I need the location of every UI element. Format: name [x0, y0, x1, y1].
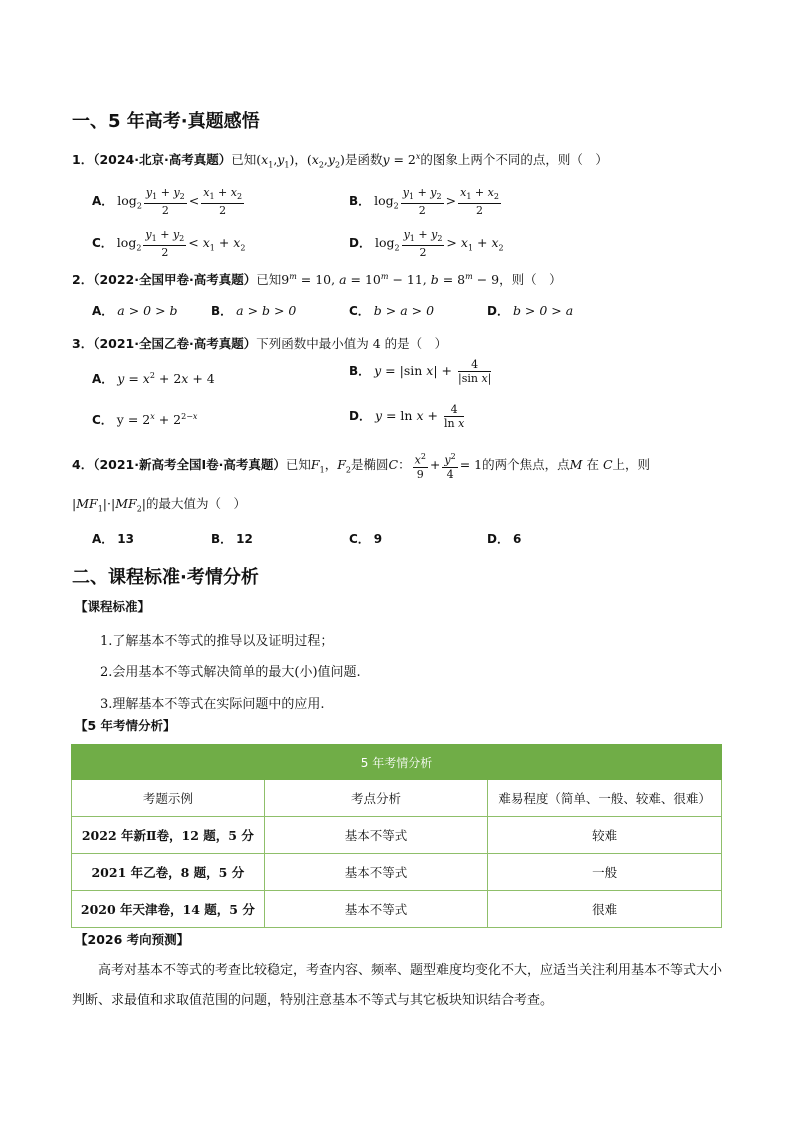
math-expr: b > a > 0: [373, 303, 435, 318]
question-text: 是函数: [344, 152, 383, 167]
option-value: 9: [373, 532, 383, 546]
forecast-label: 【2026 考向预测】: [75, 932, 190, 947]
question-2: [72, 270, 562, 288]
math-expr: b > 0 > a: [512, 303, 574, 318]
option-label: C．: [349, 304, 370, 318]
table-header: 考题示例: [72, 780, 265, 817]
option-a[interactable]: [92, 370, 215, 387]
option-c[interactable]: [349, 302, 434, 319]
option-label: D．: [487, 304, 509, 318]
option-label: A．: [92, 194, 114, 209]
standard-item: 1.了解基本不等式的推导以及证明过程；: [100, 634, 334, 649]
question-source: （2022·全国甲卷·高考真题）: [93, 272, 257, 287]
option-value: 12: [236, 532, 253, 546]
option-d[interactable]: [349, 403, 466, 430]
option-a[interactable]: [92, 302, 178, 319]
math-expr: M: [569, 456, 583, 472]
math-expr: y = |sin x| + $\frac{4}{\text{|sin x|}}$: [374, 358, 492, 385]
question-text: 已知: [256, 272, 282, 287]
option-label: D．: [349, 236, 371, 251]
standard-item: 3.理解基本不等式在实际问题中的应用.: [100, 697, 325, 712]
option-label: B．: [349, 194, 371, 209]
math-expr: C: [602, 456, 613, 472]
question-text: 的图象上两个不同的点，则（ ）: [420, 152, 608, 167]
option-c[interactable]: [349, 530, 382, 547]
question-text: 在: [586, 456, 599, 472]
section-title-1: 一、5 年高考·真题感悟: [72, 111, 260, 132]
option-label: A．: [92, 532, 114, 546]
question-number: 3．: [72, 336, 94, 351]
forecast-paragraph: 高考对基本不等式的考查比较稳定，考查内容、频率、题型难度均变化不大，应适当关注利用基本不等式大小判断、求最值和求取值范围的问题，特别注意基本不等式与其它板块知识结合考查。: [72, 963, 723, 1008]
option-label: B．: [211, 304, 233, 318]
math-expr: $\log_2$ $\frac{y_1 + y_2}{2}$ < $\frac{x_1 + x_2}{2}$: [117, 186, 243, 218]
option-label: A．: [92, 372, 114, 386]
option-c[interactable]: [92, 411, 197, 428]
option-b[interactable]: [349, 186, 503, 217]
option-b[interactable]: [211, 302, 296, 319]
question-source: （2021·全国乙卷·高考真题）: [93, 336, 257, 351]
table-cell: 较难: [488, 817, 722, 854]
math-expr: $y = 2^x$: [382, 151, 421, 167]
option-label: B．: [349, 364, 371, 378]
table-cell: 一般: [488, 854, 722, 891]
math-expr: $y = 2^x + 2^{2-x}$: [116, 411, 198, 427]
option-label: B．: [211, 532, 233, 546]
analysis-table: [71, 744, 722, 928]
table-title: 5 年考情分析: [72, 745, 722, 780]
option-a[interactable]: [92, 530, 134, 547]
standard-label: 【课程标准】: [75, 599, 151, 614]
question-number: 1．: [72, 152, 94, 167]
question-text: 上，则: [612, 456, 651, 472]
table-header: 考点分析: [264, 780, 488, 817]
question-3: [72, 334, 447, 352]
math-expr: C： $\frac{x^2}{9}$ + $\frac{y^2}{4}$ = 1: [388, 452, 483, 481]
math-expr: $y = x^2 + 2x + 4$: [117, 370, 215, 386]
option-label: A．: [92, 304, 114, 318]
table-row: [72, 854, 722, 891]
math-expr: $\log_2$ $\frac{y_1 + y_2}{2}$ > $x_1 + x_2$: [374, 228, 504, 260]
math-expr: $(x_1,y_1)$: [256, 152, 295, 170]
question-text: 的两个焦点，点: [482, 456, 570, 472]
question-source: （2024·北京·高考真题）: [93, 152, 232, 167]
question-4-continued: [72, 494, 246, 514]
question-source: （2021·新高考全国Ⅰ卷·高考真题）: [93, 456, 286, 472]
option-a[interactable]: [92, 186, 246, 217]
table-cell: 2021 年乙卷，8 题，5 分: [72, 854, 265, 891]
math-expr: a > b > 0: [236, 303, 297, 318]
table-cell: 基本不等式: [264, 891, 488, 928]
question-text: 已知: [285, 456, 311, 472]
question-4: [72, 450, 650, 481]
question-1: [72, 150, 608, 170]
option-d[interactable]: [487, 302, 573, 319]
table-cell: 基本不等式: [264, 817, 488, 854]
option-label: C．: [92, 413, 113, 427]
question-text: 已知: [231, 152, 257, 167]
math-expr: $F_1$，$F_2$: [310, 456, 351, 475]
math-expr: $\log_2$ $\frac{y_1 + y_2}{2}$ < $x_1 + x_2$: [116, 228, 246, 260]
table-header: 难易程度（简单、一般、较难、很难）: [488, 780, 722, 817]
question-text: ，: [294, 152, 307, 167]
math-expr: $|MF_1|\cdot|MF_2|$: [72, 496, 146, 514]
option-b[interactable]: [211, 530, 253, 547]
math-expr: y = ln x + $\frac{4}{\text{ln x}}$: [374, 403, 465, 430]
option-value: 13: [117, 532, 134, 546]
question-text: 是椭圆: [351, 456, 389, 472]
table-title-row: [72, 745, 722, 780]
table-cell: 2022 年新Ⅱ卷，12 题，5 分: [72, 817, 265, 854]
question-text: 下列函数中最小值为 4 的是（ ）: [256, 336, 448, 351]
table-row: [72, 891, 722, 928]
table-cell: 很难: [488, 891, 722, 928]
option-label: D．: [349, 409, 371, 423]
option-value: 6: [512, 532, 522, 546]
table-cell: 2020 年天津卷，14 题，5 分: [72, 891, 265, 928]
option-label: C．: [92, 236, 113, 251]
option-label: D．: [487, 532, 509, 546]
question-text: ，则（ ）: [499, 272, 562, 287]
math-expr: $\log_2$ $\frac{y_1 + y_2}{2}$ > $\frac{x_1 + x_2}{2}$: [374, 186, 499, 218]
option-c[interactable]: [92, 228, 245, 259]
option-d[interactable]: [349, 228, 504, 259]
math-expr: $(x_2,y_2)$: [306, 152, 345, 170]
table-row: [72, 817, 722, 854]
question-number: 2．: [72, 272, 94, 287]
table-header-row: [72, 780, 722, 817]
option-b[interactable]: [349, 358, 493, 385]
option-d[interactable]: [487, 530, 521, 547]
section-title-2: 二、课程标准·考情分析: [72, 567, 259, 588]
question-text: 的最大值为（ ）: [146, 496, 247, 511]
question-number: 4．: [72, 456, 94, 472]
option-label: C．: [349, 532, 370, 546]
table-cell: 基本不等式: [264, 854, 488, 891]
math-expr: a > 0 > b: [117, 303, 178, 318]
standard-item: 2.会用基本不等式解决简单的最大(小)值问题.: [100, 665, 361, 680]
math-expr: $9^m = 10$, $a = 10^m - 11$, $b = 8^m - 9$: [281, 271, 500, 287]
analysis-label: 【5 年考情分析】: [75, 718, 176, 733]
